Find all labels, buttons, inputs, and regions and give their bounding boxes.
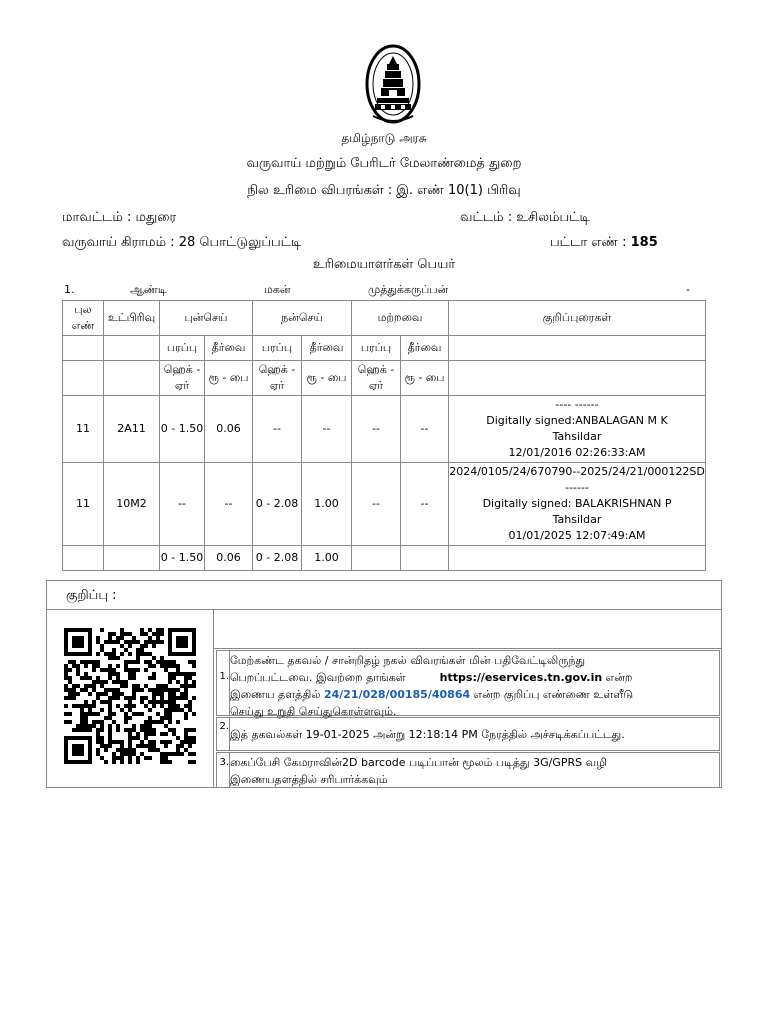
total-wet-area: 0 - 2.08	[253, 546, 302, 571]
header-wet-land: நன்செய்	[253, 301, 352, 336]
subdivision-cell: 2A11	[104, 396, 160, 463]
header-subdivision: உட்பிரிவு	[104, 301, 160, 336]
district-value: மதுரை	[135, 210, 177, 225]
header-dry-area: பரப்பு	[160, 336, 205, 361]
qr-code-icon	[64, 628, 196, 764]
header-dry-tax: தீர்வை	[205, 336, 253, 361]
subdivision-cell: 10M2	[104, 463, 160, 546]
remark-line: Digitally signed:ANBALAGAN M K	[486, 414, 668, 427]
remark-line: ------	[565, 481, 589, 494]
taluk-value: உசிலம்பட்டி	[516, 210, 590, 225]
header-other-area: பரப்பு	[352, 336, 401, 361]
notes-label: குறிப்பு :	[66, 588, 117, 603]
notes-empty-row	[214, 609, 722, 649]
owner-relation: மகன்	[264, 283, 291, 296]
total-wet-tax: 1.00	[302, 546, 352, 571]
note-item-1	[216, 650, 720, 716]
wet-area-cell: 0 - 2.08	[253, 463, 302, 546]
note-number: 2.	[219, 721, 229, 732]
dry-tax-cell: --	[205, 463, 253, 546]
totals-row	[63, 546, 706, 571]
other-tax-cell: --	[401, 463, 449, 546]
district-line	[62, 210, 176, 226]
note-number: 1.	[219, 671, 229, 682]
other-tax-cell: --	[401, 396, 449, 463]
owner-name: ஆண்டி	[130, 283, 167, 296]
village-value: 28 பொட்டுலுப்பட்டி	[178, 235, 302, 250]
remark-line: Tahsildar	[552, 430, 602, 443]
unit-dry-area: ஹெக் - ஏர்	[160, 361, 205, 396]
header-other-tax: தீர்வை	[401, 336, 449, 361]
eservices-url: https://eservices.tn.gov.in	[439, 671, 603, 684]
other-area-cell: --	[352, 463, 401, 546]
remark-line: 12/01/2016 02:26:33:AM	[508, 446, 646, 459]
subheader-row	[63, 336, 706, 361]
dry-tax-cell: 0.06	[205, 396, 253, 463]
reference-number: 24/21/028/00185/40864	[323, 688, 471, 701]
remark-line: Tahsildar	[552, 513, 602, 526]
remark-line: 2024/0105/24/670790--2025/24/21/000122SD	[449, 465, 705, 478]
header-survey-no: புல எண்	[63, 301, 104, 336]
remark-line: ---- ------	[555, 398, 599, 411]
total-dry-tax: 0.06	[205, 546, 253, 571]
header-wet-area: பரப்பு	[253, 336, 302, 361]
remarks-cell	[449, 396, 706, 463]
government-name: தமிழ்நாடு அரசு	[341, 131, 427, 145]
tamilnadu-emblem-icon	[365, 44, 421, 126]
survey-no-cell: 11	[63, 396, 104, 463]
note-number: 3.	[219, 757, 229, 768]
other-area-cell: --	[352, 396, 401, 463]
patta-label: பட்டா எண் :	[550, 235, 631, 250]
note-item-3	[216, 752, 720, 788]
header-row	[63, 301, 706, 336]
wet-tax-cell: 1.00	[302, 463, 352, 546]
unit-dry-tax: ரூ - பை	[205, 361, 253, 396]
table-row	[63, 396, 706, 463]
owner-relative-name: முத்துக்கருப்பன்	[368, 283, 449, 296]
note-text: கைப்பேசி கேமராவின்2D barcode படிப்பான் மூலம் படித்து 3G/GPRS வழி இணையதளத்தில் சரிபார்க்கவும்	[229, 753, 719, 787]
owner-number: 1.	[64, 283, 75, 296]
remark-line: Digitally signed: BALAKRISHNAN P	[482, 497, 672, 510]
unit-wet-tax: ரூ - பை	[302, 361, 352, 396]
patta-line	[550, 235, 658, 251]
table-row	[63, 463, 706, 546]
header-dry-land: புன்செய்	[160, 301, 253, 336]
header-wet-tax: தீர்வை	[302, 336, 352, 361]
survey-no-cell: 11	[63, 463, 104, 546]
district-label: மாவட்டம் :	[62, 210, 136, 225]
village-line	[62, 235, 301, 251]
taluk-line	[460, 210, 590, 226]
header-remarks: குறிப்புரைகள்	[449, 301, 706, 336]
remarks-cell	[449, 463, 706, 546]
land-details-table	[62, 300, 706, 571]
total-dry-area: 0 - 1.50	[160, 546, 205, 571]
wet-tax-cell: --	[302, 396, 352, 463]
header-other-land: மற்றவை	[352, 301, 449, 336]
dry-area-cell: 0 - 1.50	[160, 396, 205, 463]
unit-row	[63, 361, 706, 396]
note-text: மேற்கண்ட தகவல் / சான்றிதழ் நகல் விவரங்கள் மின் பதிவேட்டிலிருந்து பெறப்பட்டவை. இவற்றை தாங்கள் https://eservices.tn.gov.in என்ற இணைய தளத்தில் 24/21/028/00185/40864 என்ற குறிப்பு எண்ணை உள்ளீடு செய்து உறுதி செய்துகொள்ளவும்.	[229, 651, 719, 715]
unit-wet-area: ஹெக் - ஏர்	[253, 361, 302, 396]
unit-other-area: ஹெக் - ஏர்	[352, 361, 401, 396]
dry-area-cell: --	[160, 463, 205, 546]
note-text: இத் தகவல்கள் 19-01-2025 அன்று 12:18:14 PM நேரத்தில் அச்சடிக்கப்பட்டது.	[229, 718, 719, 750]
remark-line: 01/01/2025 12:07:49:AM	[508, 529, 646, 542]
unit-other-tax: ரூ - பை	[401, 361, 449, 396]
document-title: நில உரிமை விபரங்கள் : இ. எண் 10(1) பிரிவு	[247, 183, 521, 198]
taluk-label: வட்டம் :	[460, 210, 517, 225]
village-label: வருவாய் கிராமம் :	[62, 235, 179, 250]
wet-area-cell: --	[253, 396, 302, 463]
patta-value: 185	[630, 235, 658, 250]
note-item-2	[216, 717, 720, 751]
department-name: வருவாய் மற்றும் பேரிடர் மேலாண்மைத் துறை	[246, 156, 522, 171]
owners-title: உரிமையாளர்கள் பெயர்	[312, 257, 456, 272]
owner-extra: -	[686, 283, 690, 296]
